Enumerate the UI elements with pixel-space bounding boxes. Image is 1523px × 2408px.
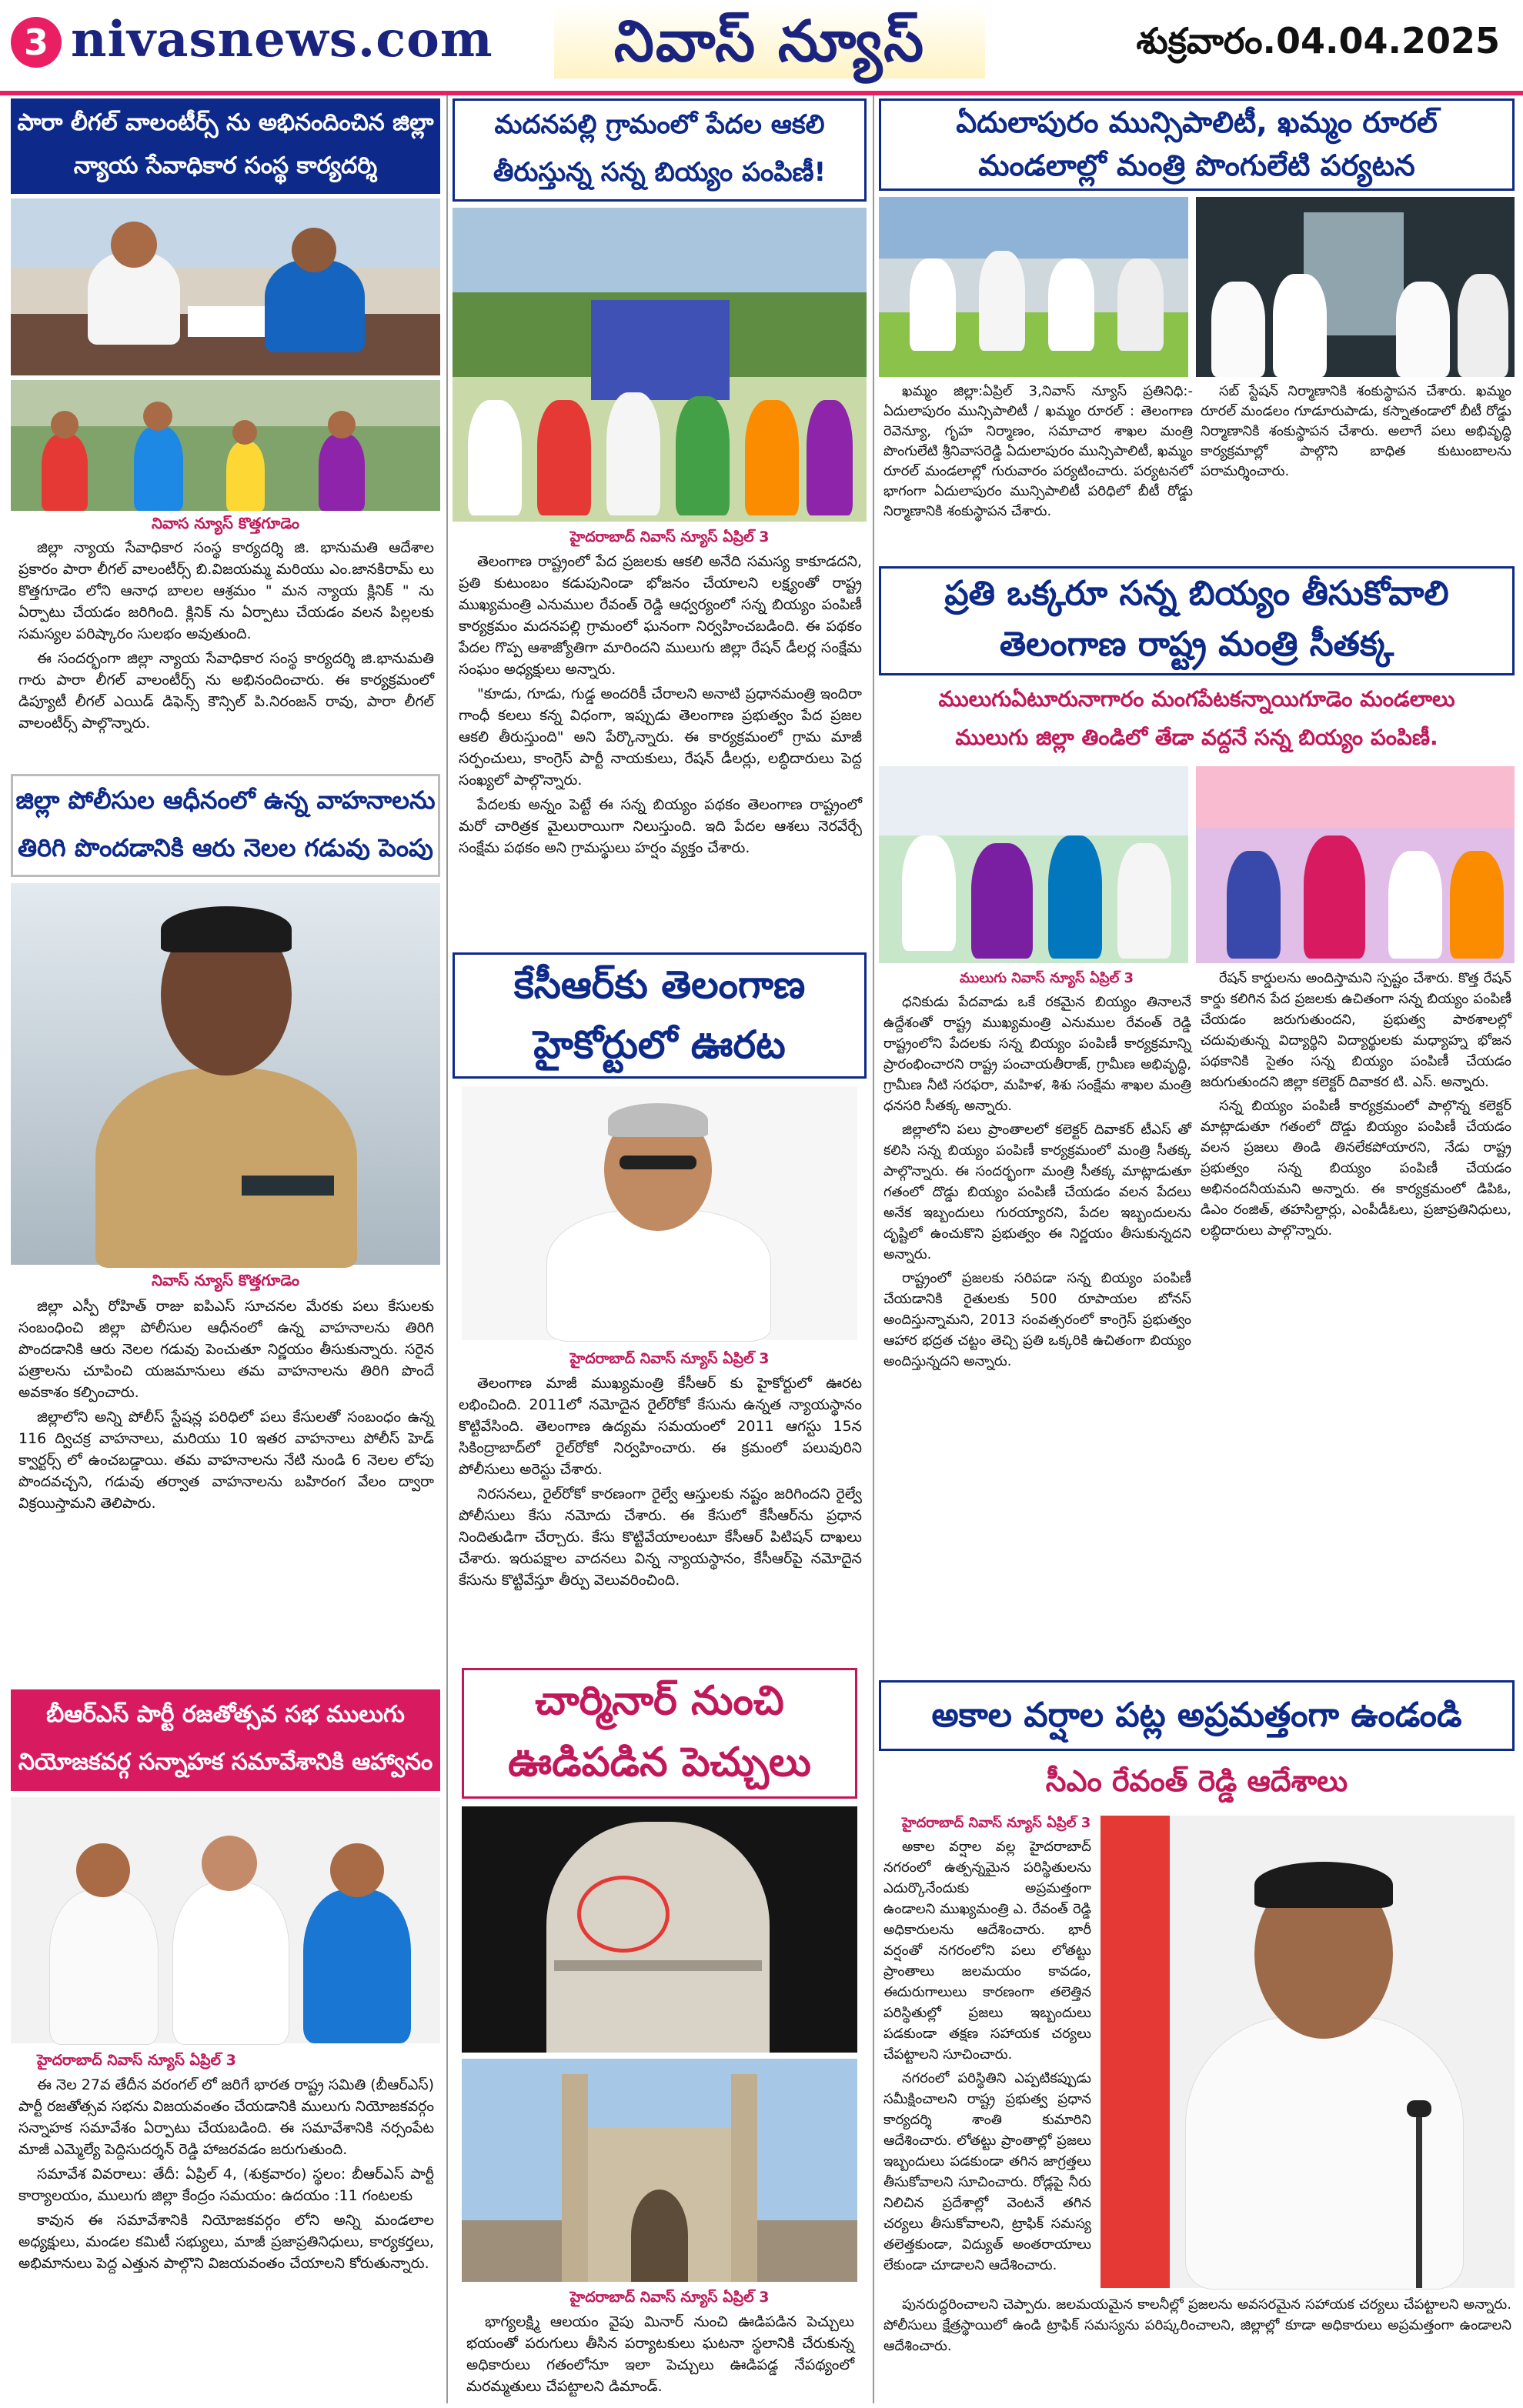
article-1-headline	[11, 98, 440, 192]
headline-line-1: కేసీఆర్‌కు తెలంగాణ	[513, 962, 806, 1007]
dateline: హైదరాబాద్ నివాస్ న్యూస్ ఏప్రిల్ 3	[37, 2052, 236, 2069]
paragraph: పునరుద్ధరించాలని చెప్పారు. జలమయమైన కాలనీల్లో ప్రజలను అవసరమైన సహాయక చర్యలు చేపట్టాలని అన్నారు. పోలీసులు క్షేత్రస్థాయిలో ఉండి ట్రాఫిక్ సమస్యను పరిష్కరించాలని, జిల్లాల్లో కూడా అధికారులు అప్రమత్తంగా ఉండాలని ఆదేశించారు.	[883, 2296, 1511, 2354]
article-7-photo-right	[1196, 197, 1515, 377]
headline-line-2: ఊడిపడిన పెచ్చులు	[508, 1739, 811, 1786]
paragraph: ధనికుడు పేదవాడు ఒకే రకమైన బియ్యం తినాలనే ఉద్దేశంతో రాష్ట్ర ముఖ్యమంత్రి ఎనుముల రేవంత్ రెడ్డి రాష్ట్రంలోని పేదలకు సన్న బియ్యం పంపిణీ కార్యక్రమాన్ని ప్రారంభించారని రాష్ట్ర పంచాయతీరాజ్, గ్రామీణ అభివృద్ధి, గ్రామీణ నీటి సరఫరా, మహిళ, శిశు సంక్షేమ శాఖల మంత్రి ధనసరి సీతక్క అన్నారు.	[883, 994, 1191, 1114]
article-7-body-left	[883, 382, 1193, 563]
brand-logo: నివాస్ న్యూస్	[554, 5, 985, 78]
headline-line-1: పారా లీగల్ వాలంటీర్స్ ను అభినందించిన జిల్లా	[17, 109, 434, 136]
article-1-photo-top	[11, 198, 440, 375]
article-1-caption: నివాస న్యూస్ కొత్తగూడెం	[151, 514, 300, 532]
subhead-line-1: ములుగుఏటూరునాగారం మంగపేటకన్నాయిగూడెం మండలాలు	[938, 686, 1455, 712]
article-5-body	[459, 1348, 862, 1662]
paragraph: "కూడు, గూడు, గుడ్డ అందరికీ చేరాలని అనాటి ప్రధానమంత్రి ఇందిరా గాంధీ కలలు కన్న విధంగా, ఇప్పుడు తెలంగాణ ప్రభుత్వం పేద ప్రజల ఆకలి తీరుస్తుంది" అని పేర్కొన్నారు. ఈ కార్యక్రమంలో గ్రామ మాజీ సర్పంచులు, కాంగ్రెస్ పార్టీ నాయకులు, రేషన్ డీలర్లు, లబ్ధిదారులు పెద్ద సంఖ్యలో పాల్గొన్నారు.	[459, 685, 862, 789]
article-4-body	[459, 526, 862, 948]
article-8-body-left	[883, 968, 1191, 1676]
article-5-headline	[453, 952, 867, 1077]
headline-line-1: ప్రతి ఒక్కరూ సన్న బియ్యం తీసుకోవాలి	[944, 574, 1449, 613]
article-1-body	[18, 537, 434, 768]
article-6-photo-minar	[462, 1806, 857, 2053]
paragraph: పేదలకు అన్నం పెట్టే ఈ సన్న బియ్యం పథకం తెలంగాణ రాష్ట్రంలో మరో చారిత్రక మైలురాయిగా నిలుస్తుంది. ఇది పేదల ఆశలు నెరవేర్చే సంక్షేమ పథకం అని గ్రామస్థులు హర్షం వ్యక్తం చేశారు.	[459, 796, 862, 856]
paragraph: రాష్ట్రంలో ప్రజలకు సరిపడా సన్న బియ్యం పంపిణీ చేయడానికి రైతులకు 500 రూపాయల బోనస్ అందిస్తున్నామని, 2013 సంవత్సరంలో కాంగ్రెస్ ప్రభుత్వం ఆహార భద్రత చట్టం తెచ్చి ప్రతి ఒక్కరికి ఉచితంగా బియ్యం అందిస్తున్నదని అన్నారు.	[883, 1270, 1191, 1369]
paragraph: తెలంగాణ మాజీ ముఖ్యమంత్రి కేసీఆర్ కు హైకోర్టులో ఊరట లభించింది. 2011లో నమోదైన రైల్‌రోకో కేసును ఉన్నత న్యాయస్థానం కొట్టివేసింది. తెలంగాణ ఉద్యమ సమయంలో 2011 ఆగస్టు 15న సికింద్రాబాద్‌లో రైల్‌రోకో నిర్వహించారు. ఈ క్రమంలో పలువురిని పోలీసులు అరెస్టు చేశారు.	[459, 1375, 862, 1478]
paragraph: తెలంగాణ రాష్ట్రంలో పేద ప్రజలకు ఆకలి అనేది సమస్య కాకూడదని, ప్రతి కుటుంబం కడుపునిండా భోజనం చేయాలని లక్ష్యంతో రాష్ట్ర ముఖ్యమంత్రి ఎనుముల రేవంత్ రెడ్డి ఆధ్వర్యంలో సన్న బియ్యం పంపిణీ కార్యక్రమం మదనపల్లి గ్రామంలో ఘనంగా నిర్వహించబడింది. ఈ పథకం పేదల గొప్ప ఆశాజ్యోతిగా మారిందని ములుగు జిల్లా రేషన్ డీలర్ల సంక్షేమ సంఘం అధ్యక్షులు అన్నారు.	[459, 553, 862, 678]
article-8-subhead	[879, 680, 1515, 760]
paragraph: ఖమ్మం జిల్లా:ఏప్రిల్ 3,నివాస్ న్యూస్ ప్రతినిధి:- ఏదులాపురం మున్సిపాలిటీ / ఖమ్మం రూరల్ : తెలంగాణ రెవెన్యూ, గృహ నిర్మాణం, సమాచార శాఖల మంత్రి పొంగులేటి శ్రీనివాసరెడ్డి ఏదులాపురం మున్సిపాలిటీ, ఖమ్మం రూరల్ మండలాల్లో గురువారం పర్యటించారు. పర్యటనలో భాగంగా ఏదులాపురం మున్సిపాలిటీ పరిధిలో బీటీ రోడ్డు నిర్మాణానికి శంకుస్థాపన చేశారు.	[883, 383, 1193, 519]
article-8-photo-right	[1196, 766, 1515, 963]
headline-line-2: తీరుస్తున్న సన్న బియ్యం పంపిణీ!	[493, 157, 827, 188]
article-7-body-right	[1201, 382, 1511, 563]
headline-line-1: ఏదులాపురం మున్సిపాలిటీ, ఖమ్మం రూరల్	[956, 105, 1438, 139]
dateline: హైదరాబాద్ నివాస్ న్యూస్ ఏప్రిల్ 3	[569, 1350, 770, 1367]
paragraph: సబ్ స్టేషన్ నిర్మాణానికి శంకుస్థాపన చేశారు. ఖమ్మం రూరల్ మండలం గూడూరుపాడు, కస్నాతండాలో బీటీ రోడ్డు నిర్మాణానికి శంకుస్థాపన చేశారు. అలాగే పలు అభివృద్ధి కార్యక్రమాల్లో పాల్గొని బాధిత కుటుంబాలను పరామర్శించారు.	[1201, 383, 1511, 479]
article-2-photo	[11, 883, 440, 1265]
dateline: హైదరాబాద్ నివాస్ న్యూస్ ఏప్రిల్ 3	[569, 529, 770, 545]
column-divider	[873, 95, 874, 2403]
paragraph: జిల్లాలోని పలు ప్రాంతాలలో కలెక్టర్ దివాకర్ టీఎస్ తో కలిసి సన్న బియ్యం పంపిణీ కార్యక్రమంలో మంత్రి సీతక్క పాల్గొన్నారు. ఈ సందర్భంగా మంత్రి సీతక్క మాట్లాడుతూ గతంలో దొడ్డు బియ్యం పంపిణీ చేయడం వలన పేదలు అనేక ఇబ్బందులు గురయ్యారని, పేదల ఇబ్బందులను దృష్టిలో ఉంచుకొని ప్రభుత్వం ఈ నిర్ణయం తీసుకున్నదని అన్నారు.	[883, 1122, 1191, 1262]
paragraph: జిల్లాలోని అన్ని పోలీస్ స్టేషన్ల పరిధిలో పలు కేసులతో సంబంధం ఉన్న 116 ద్విచక్ర వాహనాలు, మరియు 10 ఇతర వాహనాలు పోలీస్ హెడ్ క్వార్టర్స్ లో ఉంచబడ్డాయి. తమ వాహనాలను నేటి నుండి 6 నెలల లోపు పొందవచ్చని, గడువు తర్వాత వాహనాలను బహిరంగ వేలం ద్వారా విక్రయిస్తామని తెలిపారు.	[18, 1409, 434, 1512]
headline-line-2: న్యాయ సేవాధికార సంస్థ కార్యదర్శి	[73, 152, 378, 179]
dateline: హైదరాబాద్ నివాస్ న్యూస్ ఏప్రిల్ 3	[569, 2289, 770, 2306]
paragraph: అకాల వర్షాల వల్ల హైదరాబాద్ నగరంలో ఉత్పన్నమైన పరిస్థితులను ఎదుర్కొనేందుకు అప్రమత్తంగా ఉండాలని ముఖ్యమంత్రి ఎ. రేవంత్ రెడ్డి అధికారులను ఆదేశించారు. భారీ వర్షంతో నగరంలోని పలు లోతట్టు ప్రాంతాలు జలమయం కావడం, ఈదురుగాలులు కారణంగా తలెత్తిన పరిస్థితుల్లో ప్రజలు ఇబ్బందులు పడకుండా తక్షణ సహాయక చర్యలు చేపట్టాలని సూచించారు.	[883, 1839, 1091, 2063]
headline-line-2: నియోజకవర్గ సన్నాహక సమావేశానికి ఆహ్వానం	[18, 1749, 433, 1776]
article-3-headline	[11, 1689, 440, 1791]
paragraph: ఈ నెల 27వ తేదీన వరంగల్ లో జరిగే భారత రాష్ట్ర సమితి (బీఆర్ఎస్) పార్టీ రజతోత్సవ సభను విజయవంతం చేయడానికి ములుగు నియోజకవర్గం సన్నాహక సమావేశం ఏర్పాటు చేయబడింది. ఈ సమావేశానికి నర్సంపేట మాజీ ఎమ్మెల్యే పెద్దిసుదర్శన్ రెడ్డి హాజరవడం జరుగుతుంది.	[18, 2076, 434, 2158]
article-3-body	[18, 2049, 434, 2403]
article-1-photo-bottom	[11, 380, 440, 511]
article-8-headline	[879, 566, 1515, 674]
page-number-badge: 3	[11, 17, 62, 68]
headline-line-2: సీఎం రేవంత్ రెడ్డి ఆదేశాలు	[1045, 1764, 1348, 1798]
paragraph: జిల్లా న్యాయ సేవాధికార సంస్థ కార్యదర్శి జి. భానుమతి ఆదేశాల ప్రకారం పారా లీగల్ వాలంటీర్స్ బి.విజయమ్మ మరియు ఎం.జానకిరామ్ లు కొత్తగూడెం లోని ఆనాధ బాలల ఆశ్రమం " మన న్యాయ క్లినిక్ " ను ఏర్పాటు చేయడం జరిగింది. క్లినిక్ ను ఏర్పాటు చేయడం వలన పిల్లలకు సమస్యల పరిష్కారం సులభం అవుతుంది.	[18, 539, 434, 642]
paragraph: ఈ సందర్భంగా జిల్లా న్యాయ సేవాధికార సంస్థ కార్యదర్శి జి.భానుమతి గారు పారా లీగల్ వాలంటీర్స్ ను అభినందించారు. ఈ కార్యక్రమంలో డిప్యూటీ లీగల్ ఎయిడ్ డిఫెన్స్ కౌన్సిల్ పి.నిరంజన్ రావు, పారా లీగల్ వాలంటీర్స్ పాల్గొన్నారు.	[18, 650, 434, 732]
paragraph: జిల్లా ఎస్పీ రోహిత్ రాజు ఐపిఎస్ సూచనల మేరకు పలు కేసులకు సంబంధించి జిల్లా పోలీసుల ఆధీనంలో ఉన్న వాహనాలను తిరిగి పొందడానికి ఆరు నెలల గడువు పెంచుతూ నిర్ణయం తీసుకున్నారు. సరైన పత్రాలను చూపించి యజమానులు తమ వాహనాలను తిరిగి పొందే అవకాశం కల్పించారు.	[18, 1298, 434, 1401]
article-7-headline	[879, 98, 1515, 189]
article-9-subhead	[879, 1756, 1515, 1806]
article-6-photo-charminar	[462, 2059, 857, 2282]
paragraph: రేషన్ కార్డులను అందిస్తామని స్పష్టం చేశారు. కొత్త రేషన్ కార్డు కలిగిన పేద ప్రజలకు ఉచితంగా సన్న బియ్యం పంపిణీ చేయడం జరుగుతుందని, ప్రభుత్వ పాఠశాలల్లో చదువుతున్న విద్యార్థిని విద్యార్థులకు మధ్యాహ్న భోజన పథకానికి సైతం సన్న బియ్యం పంపిణీ చేయడం జరుగుతుందని జిల్లా కలెక్టర్ దివాకర టి. ఎస్. అన్నారు.	[1201, 970, 1511, 1090]
headline-line-2: మండలాల్లో మంత్రి పొంగులేటి పర్యటన	[978, 148, 1415, 182]
article-9-photo	[1101, 1816, 1515, 2288]
headline-line-1: మదనపల్లి గ్రామంలో పేదల ఆకలి	[494, 109, 825, 140]
article-2-caption: నివాస్ న్యూస్ కొత్తగూడెం	[151, 1271, 300, 1289]
article-7-photo-left	[879, 197, 1188, 377]
headline-line-2: తెలంగాణ రాష్ట్ర మంత్రి సీతక్క	[999, 625, 1394, 664]
paragraph: నిరసనలు, రైల్‌రోకో కారణంగా రైల్వే ఆస్తులకు నష్టం జరిగిందని రైల్వే పోలీసులు కేసు నమోదు చేశారు. ఈ కేసులో కేసీఆర్‌ను ప్రధాన నిందితుడిగా చేర్చారు. కేసు కొట్టివేయాలంటూ కేసీఆర్ పిటిషన్ దాఖలు చేశారు. ఇరుపక్షాల వాదనలు విన్న న్యాయస్థానం, కేసీఆర్‌పై నమోదైన కేసును కొట్టివేస్తూ తీర్పు వెలువరించింది.	[459, 1486, 862, 1589]
paragraph: సమావేశ వివరాలు: తేదీ: ఏప్రిల్ 4, (శుక్రవారం) స్థలం: బీఆర్ఎస్ పార్టీ కార్యాలయం, ములుగు జిల్లా కేంద్రం సమయం: ఉదయం :11 గంటలకు	[18, 2166, 434, 2204]
site-name[interactable]: nivasnews.com	[71, 11, 493, 68]
article-8-photo-left	[879, 766, 1188, 963]
column-divider	[446, 95, 448, 2403]
headline-line-1: బీఆర్ఎస్ పార్టీ రజతోత్సవ సభ ములుగు	[46, 1701, 405, 1728]
issue-date: శుక్రవారం.04.04.2025	[1136, 20, 1500, 62]
headline-line-1: చార్మినార్ నుంచి	[535, 1678, 784, 1724]
article-2-headline	[11, 774, 440, 875]
dateline: హైదరాబాద్ నివాస్ న్యూస్ ఏప్రిల్ 3	[902, 1815, 1091, 1831]
masthead	[0, 0, 1523, 95]
article-6-headline	[462, 1668, 857, 1799]
article-4-photo	[453, 208, 867, 522]
headline-line-1: జిల్లా పోలీసుల ఆధీనంలో ఉన్న వాహనాలను	[15, 785, 436, 815]
headline-line-2: తిరిగి పొందడానికి ఆరు నెలల గడువు పెంపు	[18, 833, 433, 862]
article-9-body-bottom	[883, 2294, 1511, 2402]
article-5-photo	[462, 1086, 857, 1340]
article-9-body-left	[883, 1813, 1091, 2293]
paragraph: సన్న బియ్యం పంపిణీ కార్యక్రమంలో పాల్గొన్న కలెక్టర్ మాట్లాడుతూ గతంలో దొడ్డు బియ్యం పంపిణీ చేయడం వలన ప్రజలు తిండి తినలేకపోయారని, నేడు రాష్ట్ర ప్రభుత్వం సన్న బియ్యం పంపిణీ చేయడం అభినందనీయమని అన్నారు. ఈ కార్యక్రమంలో డిపిఓ, డిఎం రంజిత్, తహసిల్దార్లు, ఎంపీడీఓలు, ప్రజాప్రతినిధులు, లబ్ధిదారులు పాల్గొన్నారు.	[1201, 1098, 1511, 1239]
paragraph: కావున ఈ సమావేశానికి నియోజకవర్గం లోని అన్ని మండలాల అధ్యక్షులు, మండల కమిటీ సభ్యులు, మాజీ ప్రజాప్రతినిధులు, కార్యకర్తలు, అభిమానులు పెద్ద ఎత్తున పాల్గొని విజయవంతం చేయాలని కోరుతున్నారు.	[18, 2212, 434, 2272]
article-4-headline	[453, 98, 867, 200]
headline-line-2: హైకోర్టులో ఊరట	[533, 1022, 786, 1067]
dateline: ములుగు నివాస్ న్యూస్ ఏప్రిల్ 3	[959, 970, 1134, 986]
paragraph: నగరంలో పరిస్థితిని ఎప్పటికప్పుడు సమీక్షించాలని రాష్ట్ర ప్రభుత్వ ప్రధాన కార్యదర్శి శాంతి కుమారిని ఆదేశించారు. లోతట్టు ప్రాంతాల్లో ప్రజలు ఇబ్బందులు పడకుండా తగిన జాగ్రత్తలు తీసుకోవాలని సూచించారు. రోడ్లపై నీరు నిలిచిన ప్రదేశాల్లో వెంటనే తగిన చర్యలు తీసుకోవాలని, ట్రాఫిక్ సమస్య తలెత్తకుండా, విద్యుత్ అంతరాయాలు లేకుండా చూడాలని ఆదేశించారు.	[883, 2070, 1091, 2273]
article-9-headline	[879, 1680, 1515, 1749]
subhead-line-2: ములుగు జిల్లా తిండిలో తేడా వద్దనే సన్న బియ్యం పంపిణీ.	[955, 725, 1438, 750]
headline-line-1: అకాల వర్షాల పట్ల అప్రమత్తంగా ఉండండి	[879, 1680, 1515, 1751]
article-8-body-right	[1201, 968, 1511, 1676]
article-3-photo	[11, 1797, 440, 2043]
paragraph: భాగ్యలక్ష్మి ఆలయం వైపు మినార్ నుంచి ఊడిపడిన పెచ్చులు భయంతో పరుగులు తీసిన పర్యాటకులు ఘటనా స్థలానికి చేరుకున్న అధికారులు గతంలోనూ ఇలా పెచ్చులు ఊడిపడ్డ నేపథ్యంలో మరమ్మతులు చేపట్టాలని డిమాండ్.	[466, 2313, 854, 2395]
article-2-body	[18, 1296, 434, 1680]
article-6-body	[466, 2286, 854, 2402]
